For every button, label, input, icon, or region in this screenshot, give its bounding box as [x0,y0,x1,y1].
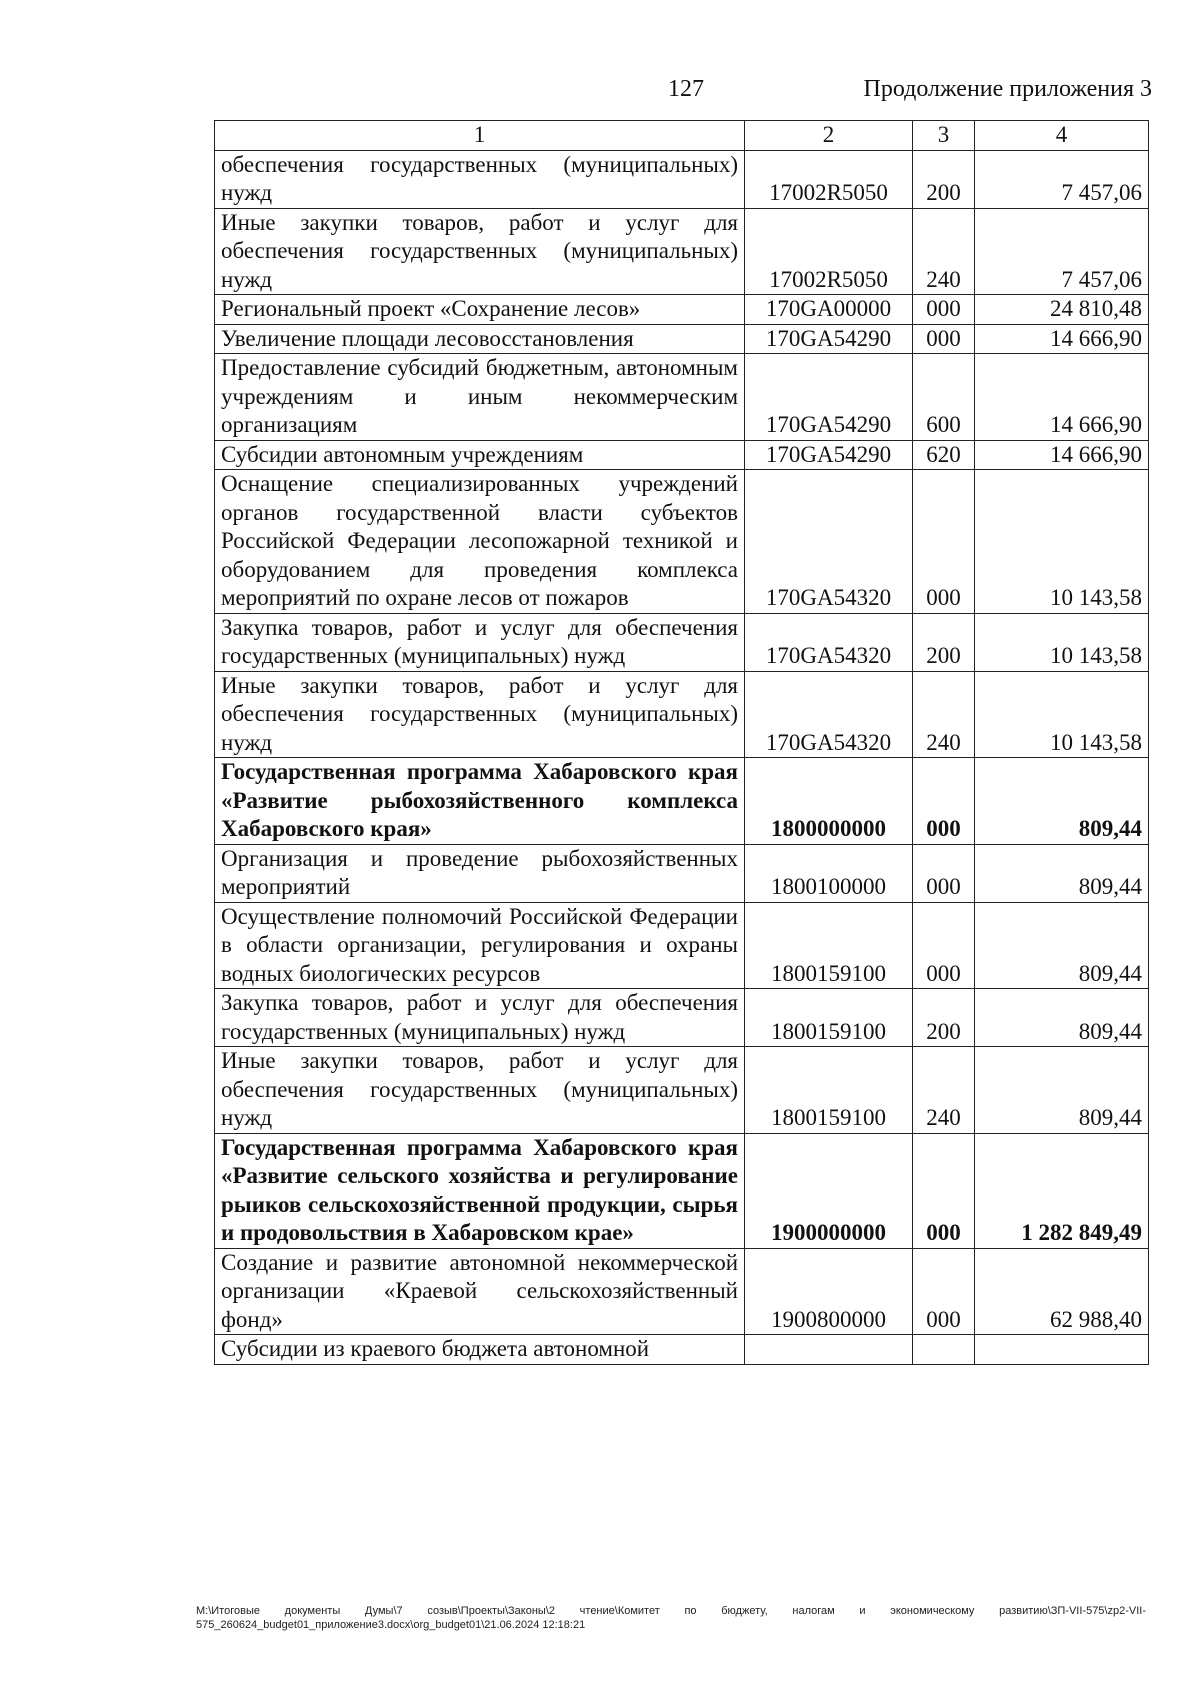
table-row [215,671,1149,758]
table-row [215,1133,1149,1248]
row-amount: 809,44 [975,1047,1149,1134]
row-description: Иные закупки товаров, работ и услуг для обеспечения государственных (муниципальных) нужд [215,1047,745,1134]
row-description: Субсидии из краевого бюджета автономной [215,1335,745,1365]
row-target-code: 1800100000 [745,844,913,902]
row-expense-type: 620 [913,440,975,470]
row-amount: 809,44 [975,844,1149,902]
row-target-code: 170GA54320 [745,671,913,758]
table-row [215,208,1149,295]
continuation-label: Продолжение приложения 3 [863,76,1152,102]
row-description: обеспечения государственных (муниципальных) нужд [215,150,745,208]
row-description: Иные закупки товаров, работ и услуг для обеспечения государственных (муниципальных) нужд [215,671,745,758]
row-target-code: 1800000000 [745,758,913,845]
row-expense-type: 240 [913,208,975,295]
table-row [215,758,1149,845]
table-header-row [215,121,1149,151]
column-header-3: 3 [913,121,975,151]
row-description: Создание и развитие автономной некоммерческой организации «Краевой сельскохозяйственный фонд» [215,1248,745,1335]
row-description: Субсидии автономным учреждениям [215,440,745,470]
budget-table [214,120,1149,1365]
table-row [215,440,1149,470]
row-expense-type: 000 [913,1248,975,1335]
row-amount: 7 457,06 [975,208,1149,295]
row-amount: 7 457,06 [975,150,1149,208]
row-description: Оснащение специализированных учреждений органов государственной власти субъектов Российской Федерации лесопожарной техникой и оборудованием для проведения комплекса мероприятий по охране лесов от пожаров [215,470,745,614]
row-amount: 14 666,90 [975,324,1149,354]
table-row [215,354,1149,441]
row-amount: 10 143,58 [975,671,1149,758]
row-amount: 24 810,48 [975,295,1149,325]
row-description: Региональный проект «Сохранение лесов» [215,295,745,325]
row-description: Закупка товаров, работ и услуг для обеспечения государственных (муниципальных) нужд [215,989,745,1047]
table-row [215,1248,1149,1335]
row-amount: 809,44 [975,989,1149,1047]
footer-file-path: M:\Итоговые документы Думы\7 созыв\Проекты\Законы\2 чтение\Комитет по бюджету, налогам и экономическому развитию\ЗП-VII-575\zp2-VII-575_260624_budget01_приложение3.docx\org_budget01\21.06.2024 12:18:21 [196,1605,1146,1631]
row-target-code: 1800159100 [745,1047,913,1134]
table-row [215,150,1149,208]
row-amount: 10 143,58 [975,613,1149,671]
row-target-code: 170GA00000 [745,295,913,325]
row-expense-type: 000 [913,295,975,325]
row-description: Увеличение площади лесовосстановления [215,324,745,354]
row-amount: 14 666,90 [975,440,1149,470]
row-amount: 809,44 [975,758,1149,845]
row-expense-type: 200 [913,613,975,671]
row-target-code [745,1335,913,1365]
row-amount: 10 143,58 [975,470,1149,614]
row-amount [975,1335,1149,1365]
table-row [215,470,1149,614]
table-row [215,902,1149,989]
column-header-1: 1 [215,121,745,151]
row-target-code: 17002R5050 [745,150,913,208]
row-target-code: 1900000000 [745,1133,913,1248]
row-description: Иные закупки товаров, работ и услуг для обеспечения государственных (муниципальных) нужд [215,208,745,295]
row-expense-type: 240 [913,1047,975,1134]
row-description: Государственная программа Хабаровского края «Развитие рыбохозяйственного комплекса Хабаровского края» [215,758,745,845]
row-description: Предоставление субсидий бюджетным, автономным учреждениям и иным некоммерческим организациям [215,354,745,441]
row-expense-type: 000 [913,1133,975,1248]
table-row [215,1335,1149,1365]
row-target-code: 1900800000 [745,1248,913,1335]
row-expense-type: 000 [913,758,975,845]
row-description: Организация и проведение рыбохозяйственных мероприятий [215,844,745,902]
page-number: 127 [668,76,704,102]
row-target-code: 170GA54290 [745,354,913,441]
row-expense-type: 600 [913,354,975,441]
row-target-code: 17002R5050 [745,208,913,295]
row-description: Закупка товаров, работ и услуг для обеспечения государственных (муниципальных) нужд [215,613,745,671]
row-amount: 62 988,40 [975,1248,1149,1335]
row-expense-type: 000 [913,844,975,902]
table-row [215,844,1149,902]
row-target-code: 170GA54290 [745,324,913,354]
column-header-4: 4 [975,121,1149,151]
row-expense-type: 200 [913,989,975,1047]
row-expense-type [913,1335,975,1365]
row-expense-type: 000 [913,470,975,614]
row-target-code: 170GA54320 [745,613,913,671]
row-expense-type: 200 [913,150,975,208]
row-description: Государственная программа Хабаровского края «Развитие сельского хозяйства и регулирование рыиков сельскохозяйственной продукции, сырья и продовольствия в Хабаровском крае» [215,1133,745,1248]
row-expense-type: 000 [913,902,975,989]
table-row [215,613,1149,671]
row-amount: 1 282 849,49 [975,1133,1149,1248]
column-header-2: 2 [745,121,913,151]
row-target-code: 170GA54320 [745,470,913,614]
row-expense-type: 000 [913,324,975,354]
row-target-code: 170GA54290 [745,440,913,470]
table-row [215,324,1149,354]
row-amount: 809,44 [975,902,1149,989]
row-expense-type: 240 [913,671,975,758]
table-row [215,989,1149,1047]
row-target-code: 1800159100 [745,902,913,989]
row-amount: 14 666,90 [975,354,1149,441]
row-target-code: 1800159100 [745,989,913,1047]
table-row [215,295,1149,325]
table-row [215,1047,1149,1134]
row-description: Осуществление полномочий Российской Федерации в области организации, регулирования и охраны водных биологических ресурсов [215,902,745,989]
